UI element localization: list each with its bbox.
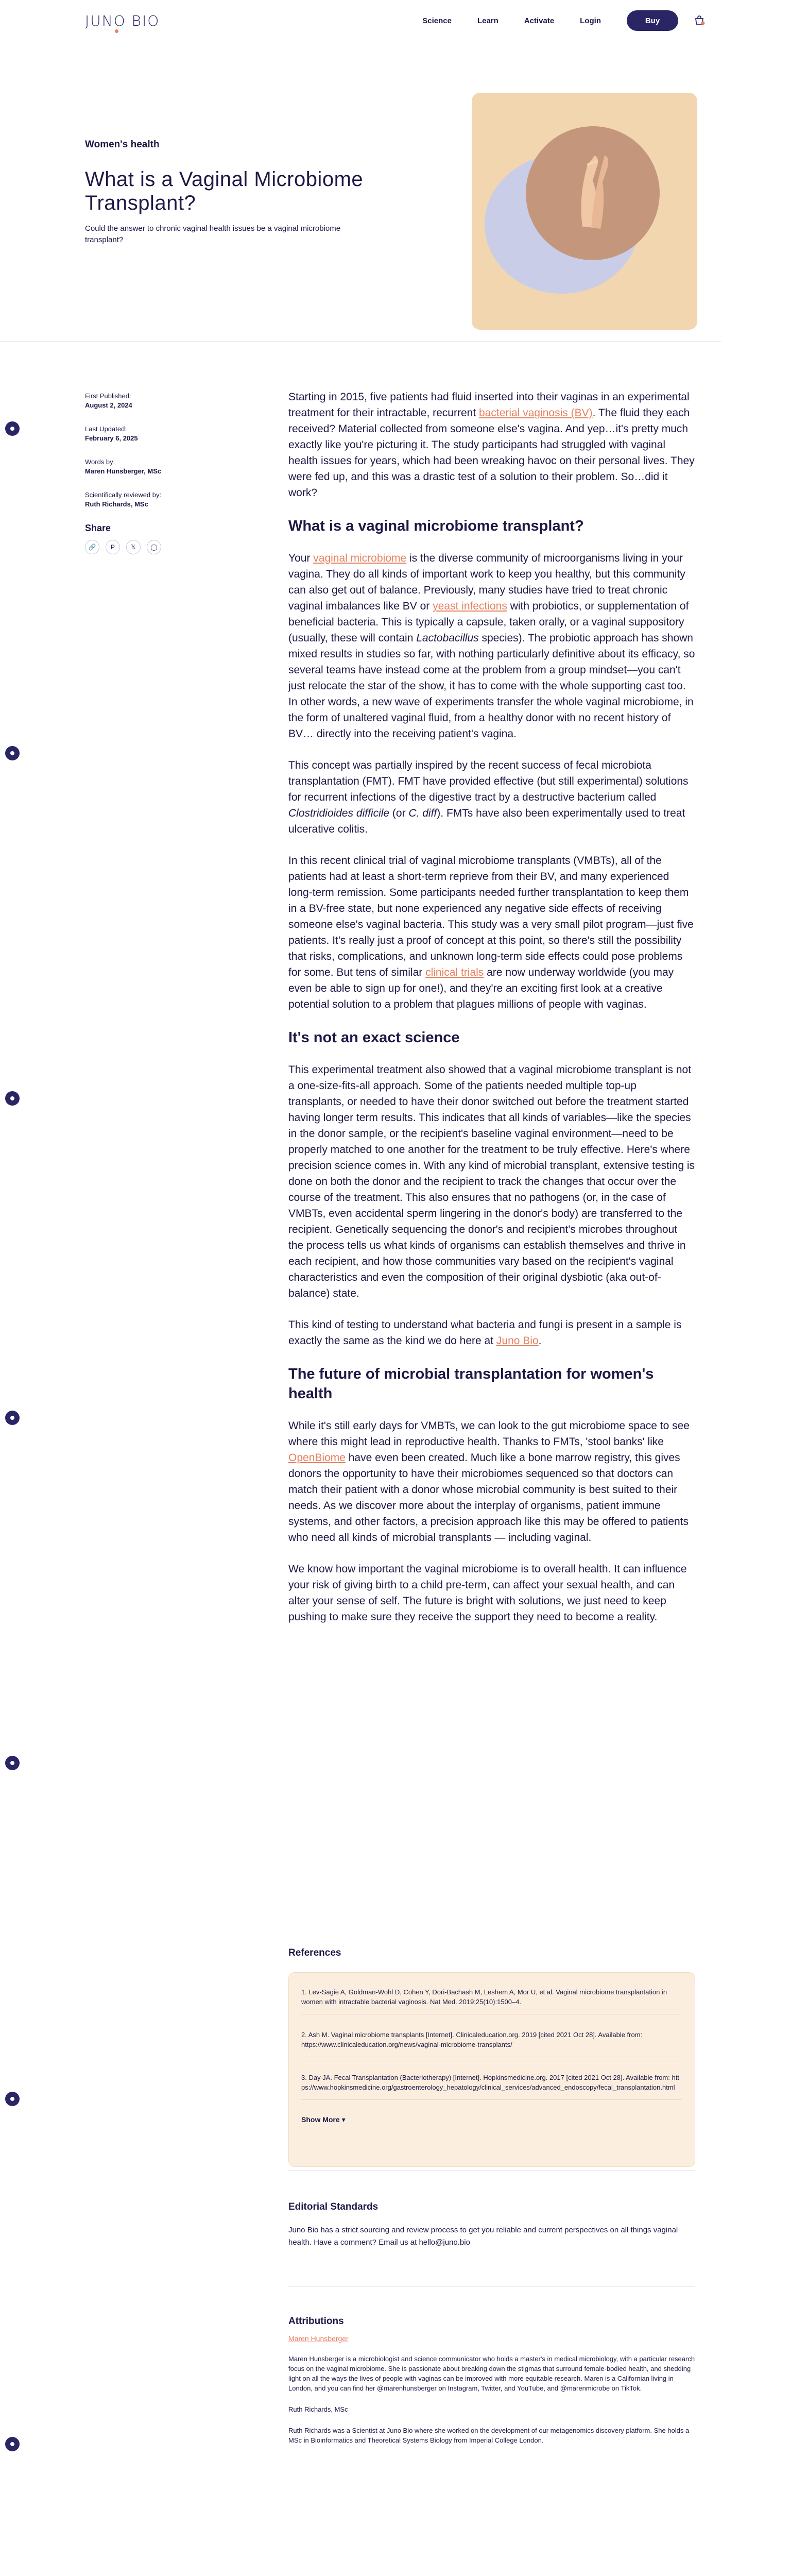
section-heading: The future of microbial transplantation for women's health bbox=[288, 1366, 654, 1402]
reference-item: 1. Lev-Sagie A, Goldman-Wohl D, Cohen Y, Dori-Bachash M, Leshem A, Mor U, et al. Vaginal microbiome transplantation in women with intractable bacterial vaginosis. Nat Med. 2019;25(10):1500–4. bbox=[301, 1987, 682, 2014]
paragraph: While it's still early days for VMBTs, we can look to the gut microbiome space to see where this might lead in reproductive health. Thanks to FMTs, 'stool banks' like OpenBiome have even been created. Much like a bone marrow registry, this gives donors the opportunity to have their microbiomes sequenced so that doctors can match their patient with a donor whose microbial community is best suited to their needs. As we discover more about the interplay of organisms, patient immune systems, and other factors, a precision approach like this may be offered to patients who need all kinds of microbial transplants — including vaginal. bbox=[288, 1420, 690, 1544]
instagram-icon[interactable]: ◯ bbox=[147, 540, 161, 554]
reviewer-name: Ruth Richards, MSc bbox=[288, 2405, 348, 2413]
nav-science[interactable]: Science bbox=[422, 16, 452, 25]
nav-activate[interactable]: Activate bbox=[524, 16, 555, 25]
references bbox=[288, 1947, 695, 2167]
logo-dot bbox=[115, 29, 118, 33]
chat-icon[interactable] bbox=[5, 2092, 20, 2106]
paragraph: Your vaginal microbiome is the diverse community of microorganisms living in your vagina. They do all kinds of important work to keep you healthy, but this community can also get out of balance. Previously, many studies have tried to treat chronic vaginal imbalances like BV or yeast infections with probiotics, or supplementation of beneficial bacteria. This is typically a capsule, taken orally, or a vaginal suppository (usually, these will contain Lactobacillus species). The probiotic approach has shown mixed results in studies so far, with nothing particularly definitive about its efficacy, so several teams have instead come at the problem from a group mindset—you can't just relocate the star of the show, it has to come with the whole supporting cast too. In other words, a new wave of experiments transfer the whole vaginal microbiome, in the form of unaltered vaginal fluid, from a healthy donor with no recent history of BV… directly into the receiving patient's vagina. bbox=[288, 552, 695, 740]
author-bio: Maren Hunsberger is a microbiologist and science communicator who holds a master's in medical microbiology, with a particular research focus on the vaginal microbiome. She is passionate about breaking down the stigmas that surround female-bodied health, and shedding light on all the ways the lives of people with vaginas can be improved with more equitable research. Maren is a Californian living in London, and you can find her @marenhunsberger on Instagram, Twitter, and YouTube, and @marenmicrobe on TikTok. bbox=[288, 2355, 695, 2392]
link-clinical-trials[interactable]: clinical trials bbox=[425, 967, 484, 978]
x-icon[interactable]: 𝕏 bbox=[126, 540, 141, 554]
attributions-title: Attributions bbox=[288, 2316, 344, 2327]
chevron-down-icon: ▾ bbox=[341, 2115, 346, 2124]
last-updated-date: February 6, 2025 bbox=[85, 434, 138, 442]
reviewed-by-label: Scientifically reviewed by: bbox=[85, 491, 162, 499]
article-body bbox=[288, 389, 695, 1640]
page-title: What is a Vaginal Microbiome Transplant? bbox=[85, 168, 364, 214]
paragraph: This kind of testing to understand what bacteria and fungi is present in a sample is exactly the same as the kind we do here at Juno Bio. bbox=[288, 1319, 682, 1347]
last-updated-label: Last Updated: bbox=[85, 425, 127, 433]
paragraph: This experimental treatment also showed that a vaginal microbiome transplant is not a one-size-fits-all approach. Some of the patients needed multiple top-up transplants, or needed to have their donor switched out before the treatment started having longer term results. This indicates that all kinds of variables—like the species in the donor sample, or the recipient's baseline vaginal environment—need to be properly matched to one another for the treatment to be truly effective. Here's where precision science comes in. With any kind of microbial transplant, extensive testing is done on both the donor and the recipient to track the changes that occur over the course of the treatment. This also ensures that no pathogens (or, in the case of VMBTs, even accidental sperm lingering in the donor's body) are transferred to the recipient. Genetically sequencing the donor's and recipient's microbes throughout the process tells us what kinds of organisms can establish themselves and thrive in each recipient, and how those communities vary based on the recipient's vaginal characteristics and even the composition of their original dysbiotic (aka out-of-balance) state. bbox=[288, 1064, 695, 1299]
link-bacterial-vaginosis[interactable]: bacterial vaginosis (BV) bbox=[479, 407, 593, 419]
site-header bbox=[0, 0, 791, 41]
share-label: Share bbox=[85, 523, 111, 533]
references-title: References bbox=[288, 1947, 341, 1958]
show-more-button[interactable]: Show More ▾ bbox=[301, 2115, 346, 2124]
reviewer-name: Ruth Richards, MSc bbox=[85, 500, 148, 508]
pinterest-icon[interactable]: P bbox=[106, 540, 120, 554]
chat-icon[interactable] bbox=[5, 421, 20, 436]
chat-icon[interactable] bbox=[5, 1091, 20, 1106]
author-link[interactable]: Maren Hunsberger bbox=[288, 2334, 349, 2343]
references-box bbox=[288, 1972, 695, 2167]
chat-icon[interactable] bbox=[5, 1411, 20, 1425]
paragraph: We know how important the vaginal microbiome is to overall health. It can influence your risk of giving birth to a child pre-term, can affect your sexual health, and can alter your sense of self. The future is bright with solutions, we just need to keep pushing to make sure they receive the support they need to become a reality. bbox=[288, 1563, 687, 1623]
editorial-standards bbox=[288, 2170, 695, 2249]
paragraph: This concept was partially inspired by the recent success of fecal microbiota transplantation (FMT). FMT have provided effective (but still experimental) solutions for recurrent infections of the digestive tract by a destructive bacterium called Clostridioides difficile (or C. diff). FMTs have also been experimentally used to treat ulcerative colitis. bbox=[288, 759, 689, 835]
words-by-label: Words by: bbox=[85, 458, 115, 466]
link-openbiome[interactable]: OpenBiome bbox=[288, 1452, 346, 1464]
editorial-text: Juno Bio has a strict sourcing and review process to get you reliable and current perspectives on all things vaginal health. Have a comment? Email us at hello@juno.bio bbox=[288, 2226, 678, 2247]
chat-icon[interactable] bbox=[5, 1756, 20, 1770]
author-name: Maren Hunsberger, MSc bbox=[85, 467, 162, 475]
buy-button[interactable]: Buy bbox=[627, 10, 678, 31]
nav-learn[interactable]: Learn bbox=[477, 16, 498, 25]
link-yeast-infections[interactable]: yeast infections bbox=[433, 600, 507, 612]
first-published-date: August 2, 2024 bbox=[85, 401, 132, 409]
article-meta bbox=[85, 392, 219, 554]
section-heading: It's not an exact science bbox=[288, 1029, 460, 1046]
main-nav bbox=[422, 10, 706, 31]
cart-icon[interactable] bbox=[693, 14, 706, 27]
copy-link-icon[interactable]: 🔗 bbox=[85, 540, 99, 554]
share-buttons bbox=[85, 540, 219, 554]
paragraph: Starting in 2015, five patients had fluid inserted into their vaginas in an experimental treatment for their intractable, recurrent bacterial vaginosis (BV). The fluid they each received? Material collected from someone else's vagina. And yep…it's pretty much exactly like you're picturing it. The study participants had struggled with vaginal health issues for years, which had been wreaking havoc on their personal lives. They were fed up, and this was a drastic test of a solution to their problem. So…did it work? bbox=[288, 391, 695, 499]
hero-divider bbox=[0, 341, 721, 342]
first-published-label: First Published: bbox=[85, 392, 131, 400]
link-juno-bio[interactable]: Juno Bio bbox=[496, 1335, 539, 1347]
attributions bbox=[288, 2286, 695, 2456]
nav-login[interactable]: Login bbox=[580, 16, 601, 25]
reviewer-bio: Ruth Richards was a Scientist at Juno Bio where she worked on the development of our metagenomics discovery platform. She holds a MSc in Bioinformatics and Theoretical Systems Biology from Imperial College London. bbox=[288, 2427, 690, 2444]
page-subtitle: Could the answer to chronic vaginal health issues be a vaginal microbiome transplant? bbox=[85, 224, 341, 244]
hero-illustration bbox=[472, 93, 697, 330]
paragraph: In this recent clinical trial of vaginal microbiome transplants (VMBTs), all of the patients had at least a short-term reprieve from their BV, and many experienced long-term remission. Some participants needed further transplantation to keep them in a BV-free state, but none experienced any negative side effects of receiving someone else's vaginal bacteria. This study was a very small pilot program—just five patients. It's really just a proof of concept at this point, so there's still the possibility that risks, complications, and unknown long-term side effects could pose problems for some. But tens of similar clinical trials are now underway worldwide (you may even be able to sign up for one!), and they're an exciting first look at a creative potential solution to a problem that plagues millions of people with vaginas. bbox=[288, 855, 694, 1010]
section-heading: What is a vaginal microbiome transplant? bbox=[288, 518, 584, 534]
editorial-title: Editorial Standards bbox=[288, 2201, 379, 2212]
chat-icon[interactable] bbox=[5, 746, 20, 760]
reference-item: 2. Ash M. Vaginal microbiome transplants [Internet]. Clinicaleducation.org. 2019 [cited 2021 Oct 28]. Available from: https://www.clinicaleducation.org/news/vaginal-microbiome-transplants/ bbox=[301, 2030, 682, 2057]
juno-bio-logo[interactable]: JUNO BIO bbox=[85, 12, 160, 29]
hero bbox=[0, 41, 791, 290]
reference-item: 3. Day JA. Fecal Transplantation (Bacteriotherapy) [Internet]. Hopkinsmedicine.org. 2017 [cited 2021 Oct 28]. Available from: https://www.hopkinsmedicine.org/gastroenterology_hepatology/clinical_services/advanced_endoscopy/fecal_transplantation.html bbox=[301, 2073, 682, 2100]
link-vaginal-microbiome[interactable]: vaginal microbiome bbox=[313, 552, 407, 564]
hero-category: Women's health bbox=[85, 139, 160, 150]
chat-icon[interactable] bbox=[5, 2437, 20, 2451]
